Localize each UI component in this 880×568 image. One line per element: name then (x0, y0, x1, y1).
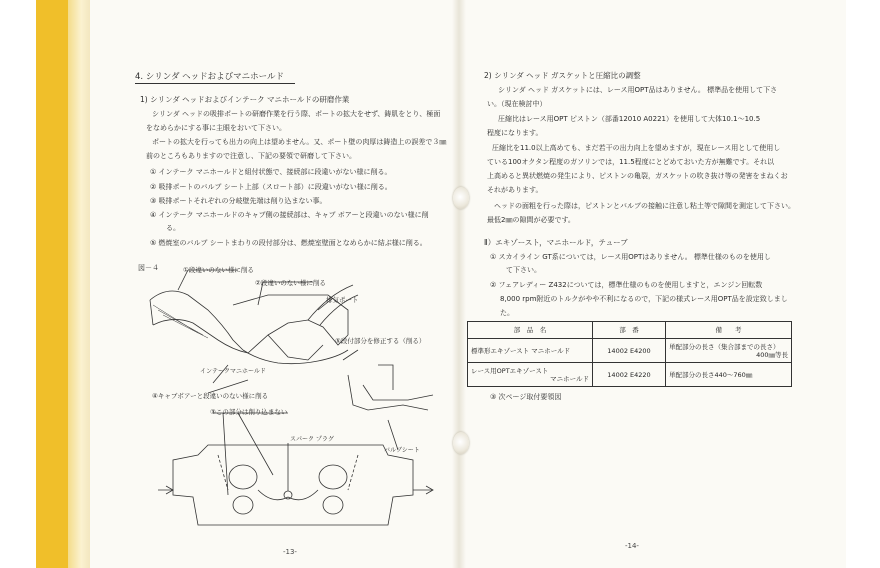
subsection-1-heading: 1) シリンダ ヘッドおよびインテーク マニホールドの研磨作業 (140, 95, 350, 104)
part-name-line: マニホールド (550, 374, 589, 383)
callout-valve-seat: バルブシート (384, 447, 420, 454)
table-cell-note (666, 339, 792, 363)
list-item-continued: 8,000 rpm附近のトルクがやや不利になるので，下記の様式レース用OPT品を設定致しまし (500, 295, 788, 303)
table-cell-part-number: 14002 E4200 (593, 339, 666, 363)
section-title: 4. シリンダ ヘッドおよびマニホールド (135, 72, 285, 82)
list-item-continued: た。 (500, 309, 514, 317)
callout-spark-plug: スパーク プラグ (290, 436, 334, 443)
table-header-row (468, 322, 792, 339)
section-ii-heading: Ⅱ）エキゾースト，マニホールド，テューブ (484, 238, 628, 247)
paragraph-line: 圧縮比を11.0以上高めても、まだ若干の出力向上を望めますが，現在レース用として使用し (492, 144, 781, 152)
table-header: 部 番 (593, 322, 666, 339)
list-item-continued: る。 (166, 224, 180, 232)
callout-2: ②段違いのない様に削る (255, 279, 326, 287)
paragraph-line: い。（現在検討中） (487, 100, 547, 108)
part-name-line: レース用OPTエキゾースト (471, 366, 549, 375)
list-item: ① スカイライン GT系については，レース用OPTはありません。 標準仕様のものを使用し (490, 253, 771, 261)
callout-3: ③この部分は削り込まない (210, 408, 288, 416)
footnote: ③ 次ページ取付要領図 (490, 393, 562, 401)
book-gutter (452, 0, 466, 568)
table-row (468, 363, 792, 387)
paragraph-line: シリンダ ヘッド ガスケットには、レース用OPT品はありません。 標準品を使用して下さ (498, 86, 778, 94)
page-number-left: -13- (283, 548, 297, 556)
note-line: 単配部分の長さ（集合部までの長さ） (669, 342, 780, 351)
paragraph-line: 程度になります。 (487, 129, 543, 137)
callout-intake-manifold: インテークマニホールド (200, 368, 266, 375)
paragraph-line: シリンダ ヘッドの吸排ポートの研磨作業を行う際、ポートの拡大をせず、鋳肌をとり、極面 (152, 110, 441, 118)
subsection-2-heading: 2) シリンダ ヘッド ガスケットと圧縮比の調整 (484, 71, 641, 80)
page-number-right: -14- (625, 542, 639, 550)
paragraph-line: 最低2㎜の隙間が必要です。 (487, 216, 575, 224)
paragraph-line: 前のところもありますので注意し、下記の要領で研磨して下さい。 (146, 152, 356, 160)
list-item: ⑤ 燃焼室のバルブ シートまわりの段付部分は、燃焼室壁面となめらかに結ぶ様に削る。 (150, 239, 427, 247)
figure-label: 図－４ (138, 264, 159, 272)
cylinder-head-diagram (148, 265, 448, 555)
table-header: 部 品 名 (468, 322, 593, 339)
list-item: ② 吸排ポートのバルブ シート上部（スロート部）に段違いがない様に削る。 (150, 183, 392, 191)
note-line: 400㎜等長 (756, 350, 788, 359)
callout-4: ④キャブボアーと段違いのない様に削る (152, 392, 269, 400)
callout-1: ①段違いのない様に削る (183, 266, 254, 274)
paragraph-line: それがあります。 (487, 186, 543, 194)
list-item-continued: て下さい。 (506, 266, 541, 274)
paragraph-line: ポートの拡大を行っても出力の向上は望めません。又、ポート壁の肉厚は鋳造上の誤差で３㎜ (152, 138, 447, 146)
paragraph-line: ている100オクタン程度のガソリンでは，11.5程度にとどめておいた方が無難です。それ以 (487, 158, 775, 166)
paragraph-line: 圧縮比はレース用OPT ピストン（部番12010 A0221）を使用して大体10.1～10.5 (498, 115, 761, 123)
punch-hole-bottom (453, 432, 469, 454)
table-row (468, 339, 792, 363)
exhaust-manifold-table (467, 321, 792, 387)
callout-exhaust-port: 排気ポート (326, 296, 359, 304)
list-item: ② フェアレディー Z432については，標準仕様のものを使用しますと，エンジン回転数 (490, 281, 763, 289)
punch-hole-top (453, 187, 469, 209)
table-header: 備 考 (666, 322, 792, 339)
list-item: ③ 吸排ポートそれぞれの分岐壁先端は削り込まない事。 (150, 197, 327, 205)
table-cell-part-name: 標準形エキゾースト マニホールド (468, 339, 593, 363)
paragraph-line: ヘッドの面粗を行った際は，ピストンとバルブの接触に注意し粘土等で隙間を測定して下さい。 (494, 202, 795, 210)
binder-spine (36, 0, 68, 568)
table-cell-part-number: 14002 E4220 (593, 363, 666, 387)
page-stack-edge (68, 0, 90, 568)
list-item: ④ インテーク マニホールドのキャブ側の接続部は、キャブ ボアーと段違いのない様に削 (150, 211, 429, 219)
callout-5: ⑤段付部分を修正する（削る） (335, 337, 426, 345)
list-item: ① インテーク マニホールドと組付状態で、接続部に段違いがない様に削る。 (150, 168, 392, 176)
title-underline (135, 83, 295, 84)
paragraph-line: 上高めると異状燃焼の発生により、ピストンの亀裂，ガスケットの吹き抜け等の発害をまねくお (487, 172, 788, 180)
table-cell-note: 単配部分の長さ440～760㎜ (666, 363, 792, 387)
paragraph-line: をなめらかにする事に主眼をおいて下さい。 (146, 124, 286, 132)
table-cell-part-name (468, 363, 593, 387)
